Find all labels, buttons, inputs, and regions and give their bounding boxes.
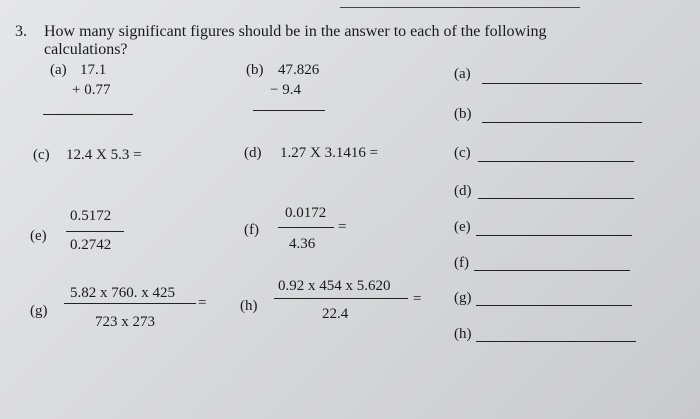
answer-f-label: (f) bbox=[454, 255, 469, 271]
problem-a-top: 17.1 bbox=[80, 62, 107, 78]
answer-e-label: (e) bbox=[454, 219, 471, 235]
answer-e-blank[interactable] bbox=[476, 235, 632, 236]
answer-g-blank[interactable] bbox=[476, 305, 632, 306]
problem-b-difference-line bbox=[253, 110, 325, 111]
problem-e-fraction-bar bbox=[66, 231, 124, 232]
problem-d-expr: 1.27 X 3.1416 = bbox=[280, 145, 379, 161]
answer-h-blank[interactable] bbox=[476, 341, 636, 342]
question-number: 3. bbox=[15, 23, 27, 40]
problem-d-label: (d) bbox=[244, 145, 262, 161]
top-edge-line bbox=[340, 7, 580, 8]
problem-f-numerator: 0.0172 bbox=[285, 205, 327, 221]
answer-b-blank[interactable] bbox=[482, 122, 642, 123]
answer-g-label: (g) bbox=[454, 290, 472, 306]
problem-h-denominator: 22.4 bbox=[322, 306, 349, 322]
problem-c-expr: 12.4 X 5.3 = bbox=[66, 147, 142, 163]
problem-a-sum-line bbox=[43, 114, 133, 115]
answer-a-label: (a) bbox=[454, 66, 471, 82]
answer-d-blank[interactable] bbox=[478, 198, 634, 199]
problem-e-numerator: 0.5172 bbox=[70, 208, 112, 224]
problem-g-fraction-bar bbox=[64, 303, 196, 304]
problem-f-label: (f) bbox=[244, 222, 259, 238]
problem-f-fraction-bar bbox=[278, 227, 334, 228]
answer-h-label: (h) bbox=[454, 326, 472, 342]
problem-h-label: (h) bbox=[240, 298, 258, 314]
problem-a-bottom: + 0.77 bbox=[72, 82, 111, 98]
problem-f-denominator: 4.36 bbox=[289, 236, 316, 252]
problem-h-fraction-bar bbox=[274, 298, 408, 299]
problem-h-numerator: 0.92 x 454 x 5.620 bbox=[278, 278, 391, 294]
problem-h-equals: = bbox=[413, 291, 422, 307]
question-text-line2: calculations? bbox=[44, 41, 128, 58]
problem-e-label: (e) bbox=[30, 228, 47, 244]
problem-b-bottom: − 9.4 bbox=[270, 82, 301, 98]
problem-b-label: (b) bbox=[246, 62, 264, 78]
problem-g-equals: = bbox=[198, 295, 207, 311]
problem-e-denominator: 0.2742 bbox=[70, 237, 112, 253]
problem-b-top: 47.826 bbox=[278, 62, 320, 78]
problem-g-label: (g) bbox=[30, 303, 48, 319]
problem-c-label: (c) bbox=[33, 147, 50, 163]
problem-g-numerator: 5.82 x 760. x 425 bbox=[70, 285, 175, 301]
answer-d-label: (d) bbox=[454, 183, 472, 199]
problem-f-equals: = bbox=[338, 219, 347, 235]
answer-c-blank[interactable] bbox=[478, 161, 634, 162]
problem-g-denominator: 723 x 273 bbox=[95, 314, 155, 330]
answer-b-label: (b) bbox=[454, 106, 472, 122]
problem-a-label: (a) bbox=[50, 62, 67, 78]
answer-c-label: (c) bbox=[454, 145, 471, 161]
answer-f-blank[interactable] bbox=[474, 270, 630, 271]
answer-a-blank[interactable] bbox=[482, 83, 642, 84]
question-text-line1: How many significant figures should be in the answer to each of the following bbox=[44, 23, 547, 40]
